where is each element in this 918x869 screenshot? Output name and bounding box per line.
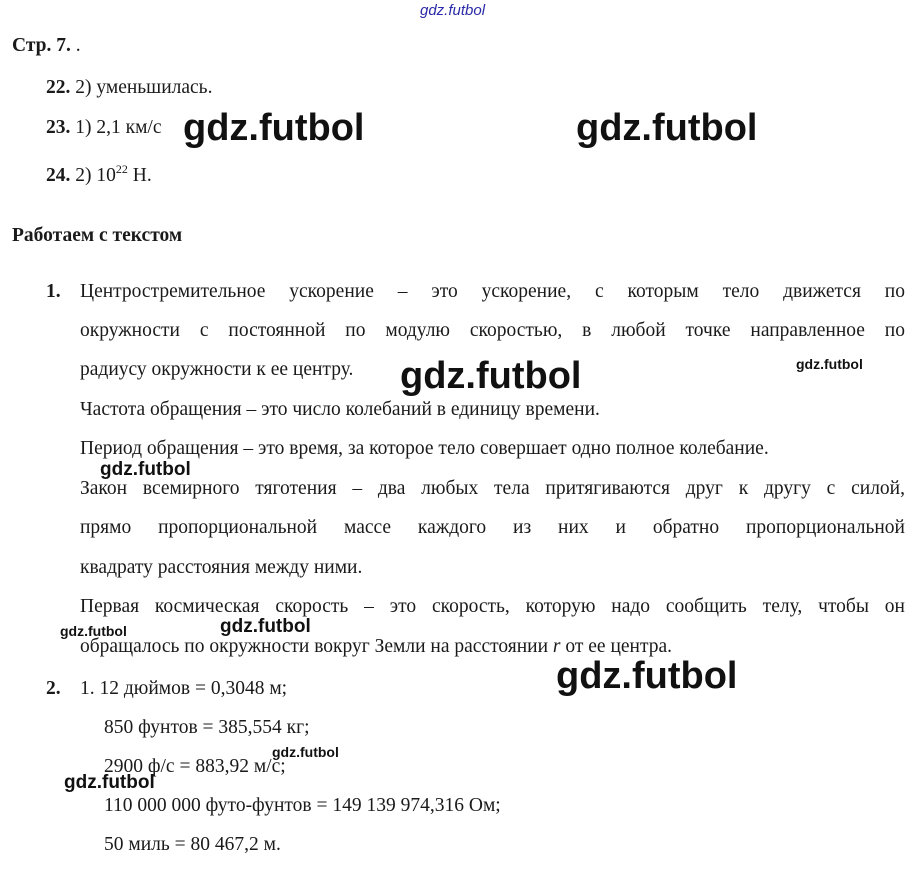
conversion-line: 850 фунтов = 385,554 кг; (104, 717, 310, 738)
definition-line: Первая космическая скорость – это скорость, которую надо сообщить телу, чтобы он (80, 596, 905, 617)
page-header (12, 34, 81, 58)
definition-line: окружности с постоянной по модулю скоростью, в любой точке направленное по (80, 320, 905, 341)
conversion-line: 50 миль = 80 467,2 м. (104, 834, 281, 855)
page-number: Стр. 7. (12, 35, 71, 56)
definition-line: прямо пропорциональной массе каждого из них и обратно пропорциональной (80, 517, 905, 538)
variable-r: r (552, 636, 561, 657)
watermark: gdz.futbol (272, 744, 339, 760)
watermark: gdz.futbol (796, 356, 863, 372)
conversion-line: 2900 ф/с = 883,92 м/с; (104, 756, 286, 777)
answer-number: 22. (46, 77, 71, 98)
definition-line: Центростремительное ускорение – это ускорение, с которым тело движется по (80, 281, 905, 302)
item-number: 2. (46, 678, 61, 699)
watermark: gdz.futbol (60, 623, 127, 639)
watermark: gdz.futbol (220, 616, 311, 637)
definition-text: от ее центра. (560, 636, 673, 657)
section-title: Работаем с текстом (12, 225, 183, 246)
answer-text: 2) 10 (75, 165, 116, 186)
definition-line: Частота обращения – это число колебаний в единицу времени. (80, 399, 600, 420)
definition-line: Период обращения – это время, за которое тело совершает одно полное колебание. (80, 438, 769, 459)
watermark: gdz.futbol (576, 107, 758, 149)
item-number: 1. (46, 281, 61, 302)
answer-23 (46, 116, 162, 140)
watermark: gdz.futbol (420, 2, 486, 19)
answer-text: 1) 2,1 км/с (75, 117, 162, 138)
answer-number: 23. (46, 117, 71, 138)
watermark: gdz.futbol (556, 655, 738, 697)
definition-text: обращалось по окружности вокруг Земли на расстоянии (80, 636, 553, 657)
watermark: gdz.futbol (100, 459, 191, 480)
watermark: gdz.futbol (183, 107, 365, 149)
definition-line: радиусу окружности к ее центру. (80, 359, 354, 380)
watermark: gdz.futbol (64, 772, 155, 793)
conversion-line: 1. 12 дюймов = 0,3048 м; (80, 678, 288, 699)
answer-22 (46, 76, 212, 100)
page-header-dot: . (75, 35, 81, 56)
definition-line: Закон всемирного тяготения – два любых тела притягиваются друг к другу с силой, (80, 478, 905, 499)
answer-number: 24. (46, 165, 71, 186)
conversion-line: 110 000 000 футо-фунтов = 149 139 974,316 Ом; (104, 795, 501, 816)
watermark: gdz.futbol (400, 355, 582, 397)
exponent: 22 (115, 162, 128, 176)
answer-text: 2) уменьшилась. (75, 77, 213, 98)
answer-24 (46, 164, 152, 188)
answer-unit: Н. (127, 165, 152, 186)
definition-line: квадрату расстояния между ними. (80, 557, 363, 578)
